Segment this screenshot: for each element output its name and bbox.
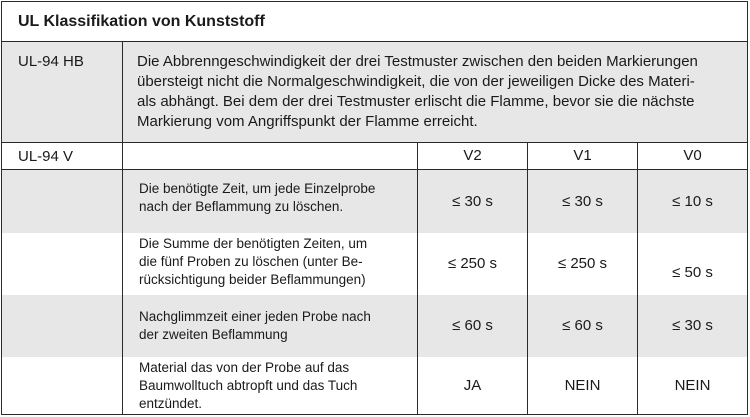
column-v0: V0 — [637, 143, 747, 169]
criterion-text — [122, 170, 417, 233]
value-v0: ≤ 50 s — [637, 233, 747, 295]
hb-line: als abhängt. Bei dem der drei Testmuster erlischt die Flamme, bevor sie die nächste — [137, 93, 695, 110]
hb-line: Markierung vom Angriffspunkt der Flamme erreicht. — [137, 113, 478, 130]
criterion-line: rücksichtigung beider Beflammungen) — [139, 272, 366, 287]
value-v1: ≤ 30 s — [527, 170, 637, 233]
row-label-empty — [2, 357, 122, 414]
criterion-line: Die benötigte Zeit, um jede Einzelprobe — [139, 181, 376, 196]
hb-line: Die Abbrenngeschwindigkeit der drei Testmuster zwischen den beiden Markierungen — [137, 53, 698, 70]
value-v1: NEIN — [527, 357, 637, 414]
value-v2: ≤ 30 s — [417, 170, 527, 233]
value-v2: JA — [417, 357, 527, 414]
column-v2: V2 — [417, 143, 527, 169]
criterion-line: Baumwolltuch abtropft und das Tuch — [139, 378, 358, 393]
hb-label: UL-94 HB — [18, 53, 84, 70]
criterion-line: die fünf Proben zu löschen (unter Be- — [139, 254, 363, 269]
value-v0: NEIN — [637, 357, 747, 414]
criterion-line: der zweiten Beflammung — [139, 327, 288, 342]
table-row — [2, 170, 747, 233]
criterion-line: Nachglimmzeit einer jeden Probe nach — [139, 309, 371, 324]
criterion-text — [122, 295, 417, 357]
row-v-header — [2, 143, 747, 170]
value-v2: ≤ 60 s — [417, 295, 527, 357]
row-label-empty — [2, 233, 122, 295]
criterion-text — [122, 357, 417, 414]
value-v2: ≤ 250 s — [417, 233, 527, 295]
column-v1: V1 — [527, 143, 637, 169]
criterion-line: nach der Beflammung zu löschen. — [139, 199, 344, 214]
criterion-line: entzündet. — [139, 396, 203, 411]
value-v1: ≤ 250 s — [527, 233, 637, 295]
table-title: UL Klassifikation von Kunststoff — [18, 13, 265, 30]
criterion-line: Die Summe der benötigten Zeiten, um — [139, 236, 368, 251]
table-row — [2, 357, 747, 414]
ul-classification-table — [1, 1, 748, 415]
table-row — [2, 233, 747, 295]
v-header-empty — [122, 143, 417, 169]
v-label: UL-94 V — [18, 148, 74, 165]
row-label-empty — [2, 295, 122, 357]
value-v0: ≤ 30 s — [637, 295, 747, 357]
hb-description — [122, 42, 747, 142]
table-header — [2, 2, 747, 42]
criterion-text — [122, 233, 417, 295]
value-v1: ≤ 60 s — [527, 295, 637, 357]
hb-line: übersteigt nicht die Normalgeschwindigkeit, die von der jeweiligen Dicke des Materi- — [137, 73, 695, 90]
value-v0: ≤ 10 s — [637, 170, 747, 233]
row-hb — [2, 42, 747, 143]
row-label-empty — [2, 170, 122, 233]
criterion-line: Material das von der Probe auf das — [139, 360, 350, 375]
table-row — [2, 295, 747, 357]
